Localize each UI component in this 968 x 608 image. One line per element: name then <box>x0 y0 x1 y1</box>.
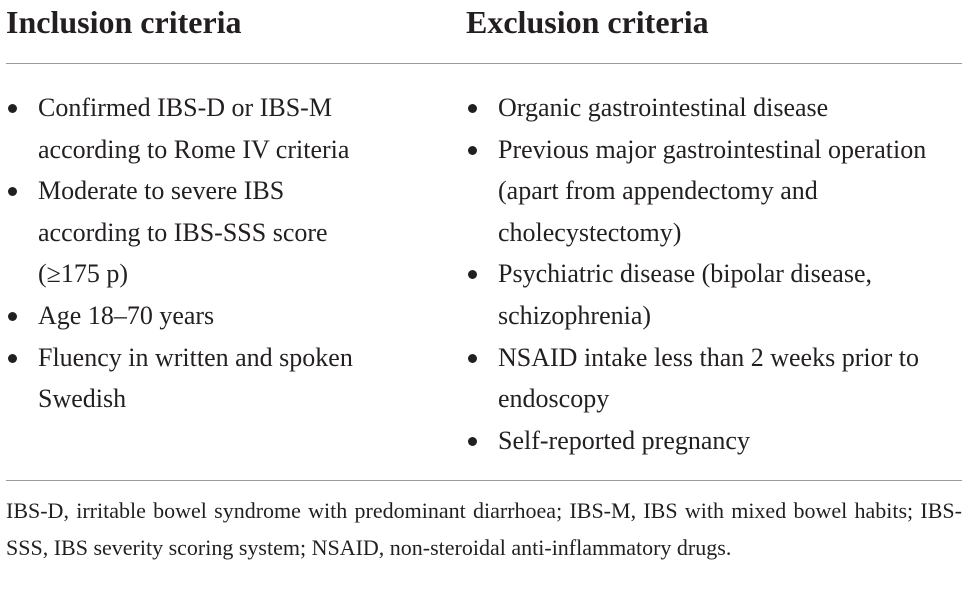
bullet-icon <box>8 104 17 113</box>
inclusion-item-text: Moderate to severe IBS according to IBS-SSS score (≥175 p) <box>38 176 328 289</box>
bullet-icon <box>8 354 17 363</box>
exclusion-title: Exclusion criteria <box>466 4 709 40</box>
inclusion-item-text: Age 18–70 years <box>38 300 215 330</box>
bullet-icon <box>8 312 17 321</box>
inclusion-title: Inclusion criteria <box>6 4 242 40</box>
bullet-icon <box>468 146 477 155</box>
exclusion-item-text: Previous major gastrointestinal operation (apart from appendectomy and cholecystectomy) <box>498 134 927 247</box>
bullet-icon <box>468 354 477 363</box>
exclusion-item <box>466 337 968 420</box>
header-divider <box>6 63 962 64</box>
inclusion-item <box>6 337 438 420</box>
exclusion-item <box>466 420 968 462</box>
bullet-icon <box>468 104 477 113</box>
inclusion-item <box>6 295 438 337</box>
exclusion-item-text: NSAID intake less than 2 weeks prior to endoscopy <box>498 342 919 414</box>
bullet-icon <box>468 270 477 279</box>
exclusion-item <box>466 129 946 254</box>
exclusion-item-text: Psychiatric disease (bipolar disease, schizophrenia) <box>498 259 872 330</box>
exclusion-column <box>466 0 962 455</box>
inclusion-item-text: Fluency in written and spoken Swedish <box>38 342 353 414</box>
exclusion-item <box>466 253 946 336</box>
exclusion-item-text: Organic gastrointestinal disease <box>498 93 829 122</box>
inclusion-item <box>6 170 374 295</box>
inclusion-column <box>6 0 446 414</box>
inclusion-item-text: Confirmed IBS-D or IBS-M according to Rome IV criteria <box>38 93 350 164</box>
exclusion-item <box>466 87 968 129</box>
exclusion-list <box>466 87 962 461</box>
exclusion-item-text: Self-reported pregnancy <box>498 425 750 455</box>
footer-divider <box>6 480 962 481</box>
inclusion-list <box>6 87 446 420</box>
inclusion-item <box>6 87 410 170</box>
bullet-icon <box>468 437 477 446</box>
bullet-icon <box>8 187 17 196</box>
table-footnote: IBS-D, irritable bowel syndrome with predominant diarrhoea; IBS-M, IBS with mixed bowel habits; IBS-SSS, IBS severity scoring system; NSAID, non-steroidal anti-inflammatory drugs. <box>6 498 962 560</box>
